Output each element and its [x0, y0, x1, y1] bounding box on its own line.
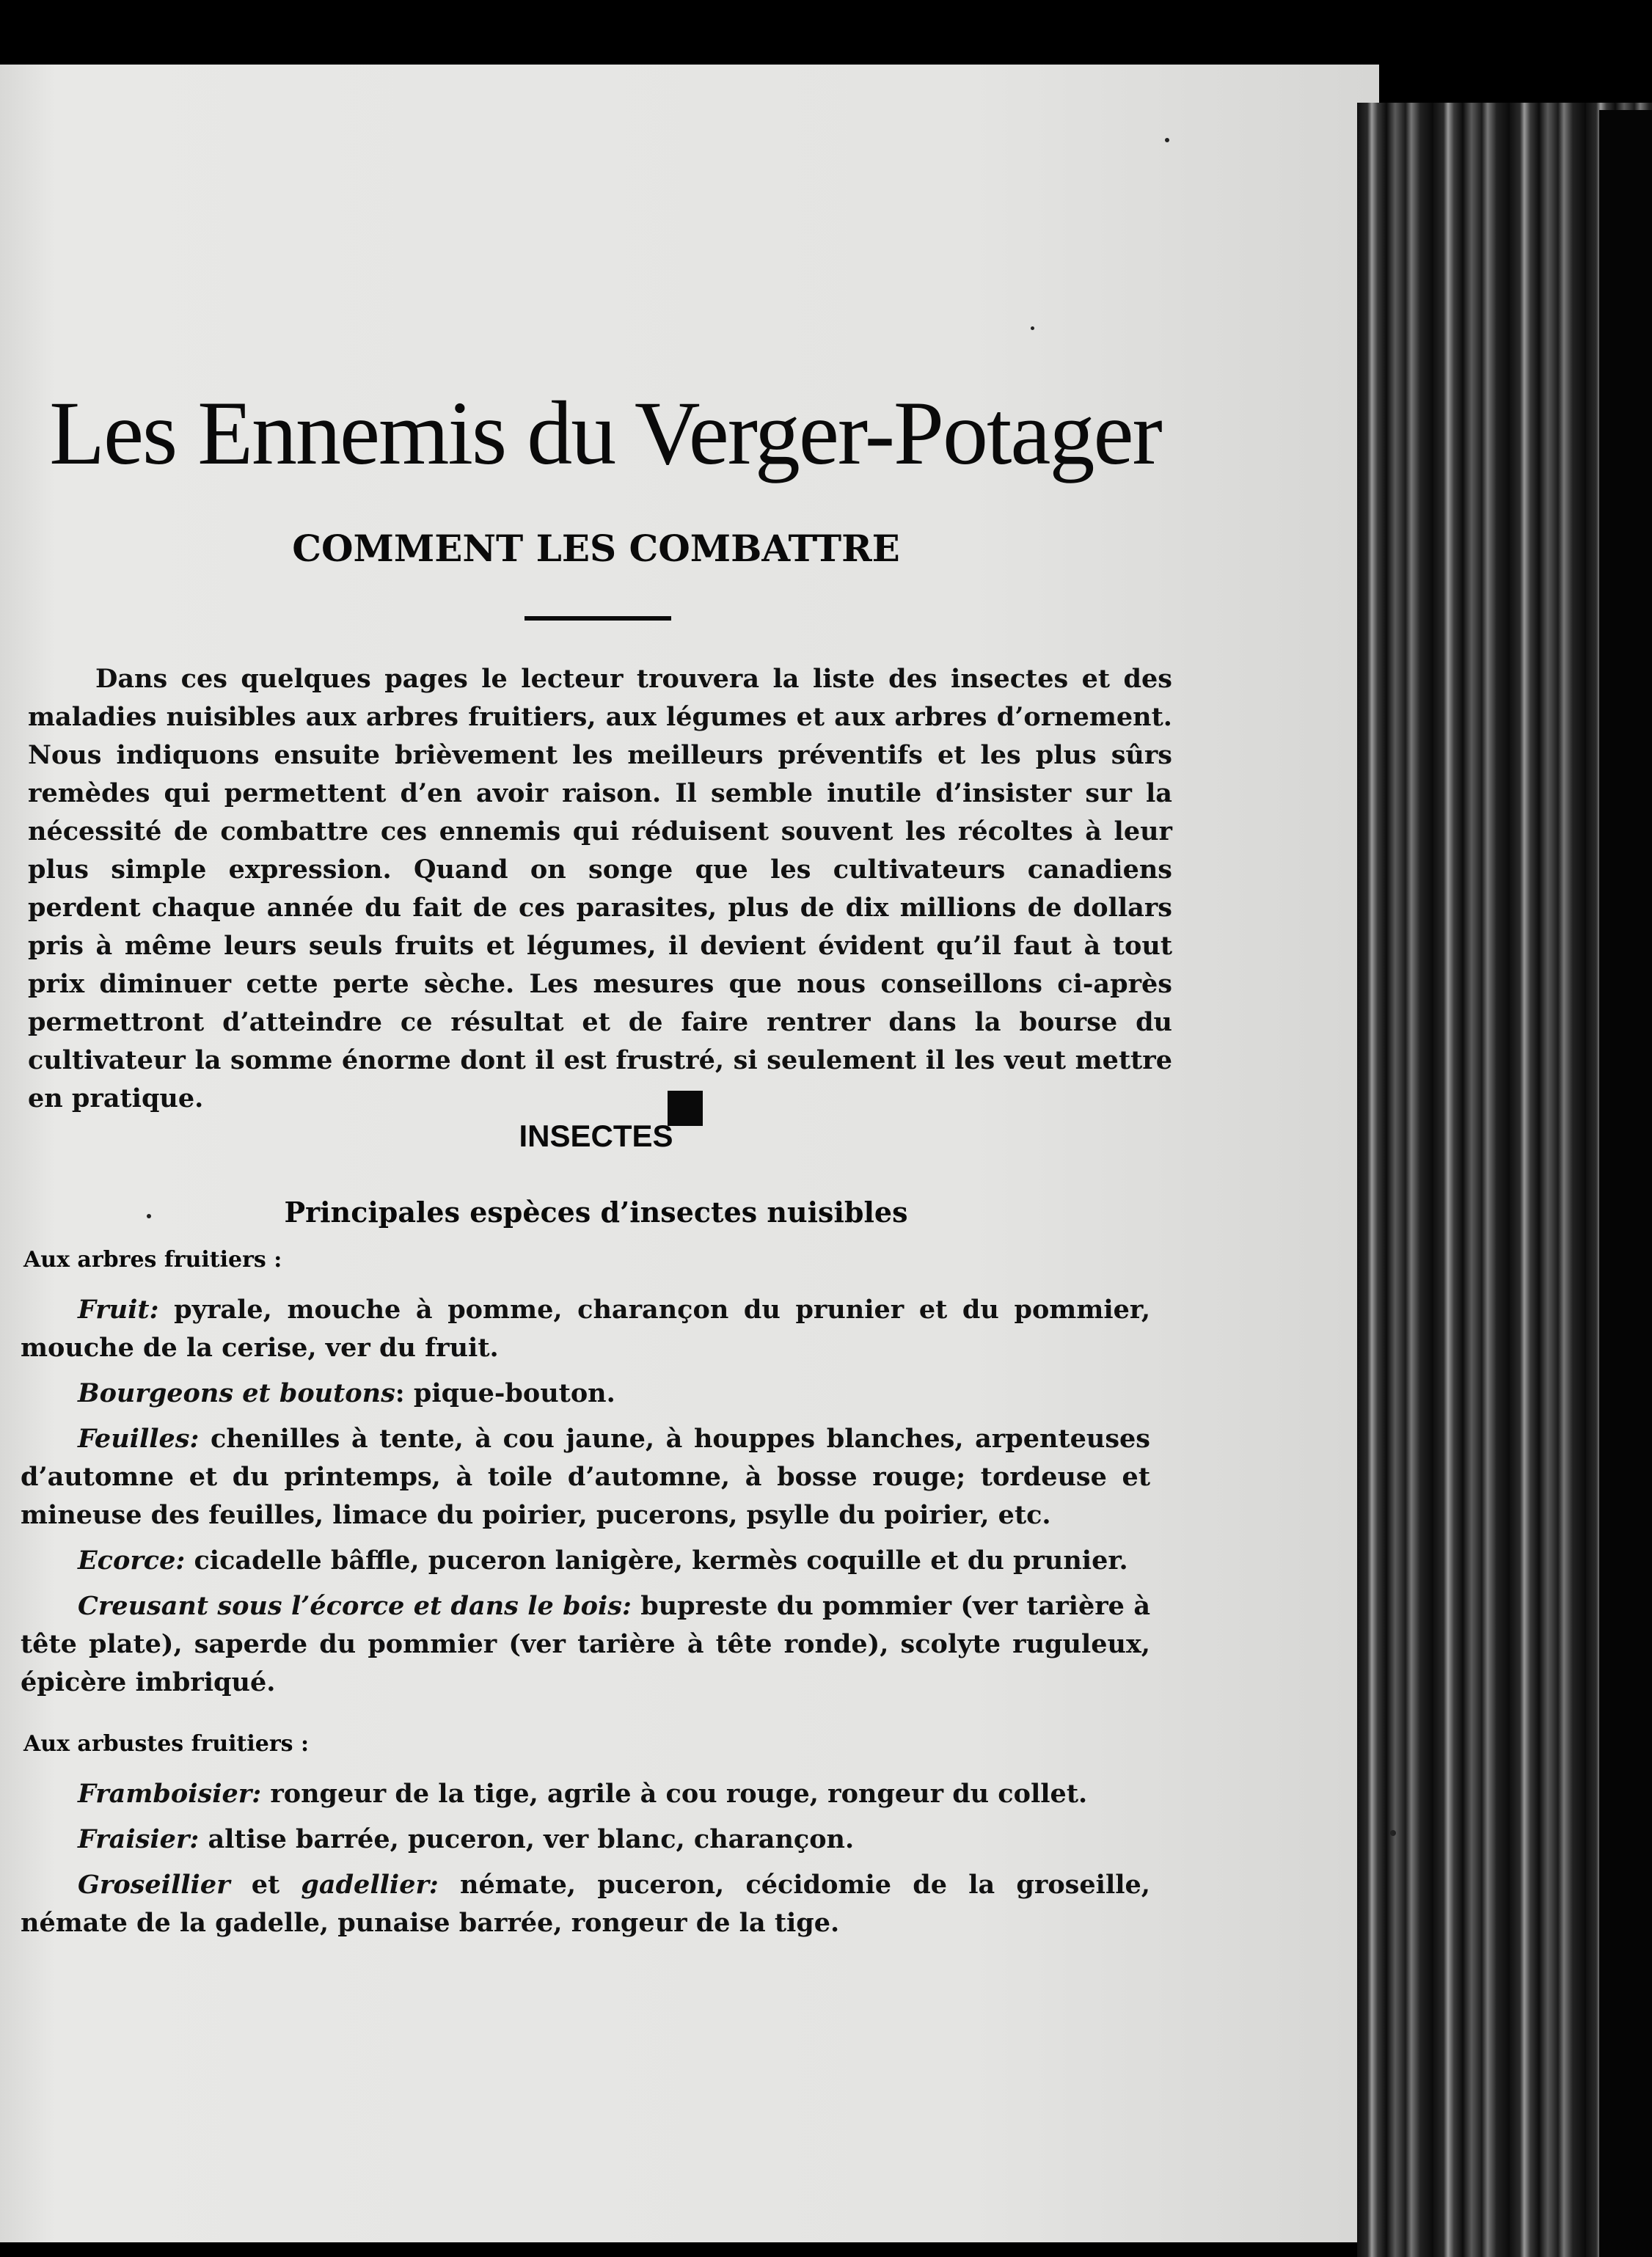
list-item: [21, 1821, 1150, 1859]
entry-term: Groseillier: [78, 1870, 230, 1900]
entry-text: altise barrée, puceron, ver blanc, charançon.: [199, 1824, 855, 1854]
page-subtitle: COMMENT LES COMBATTRE: [292, 527, 900, 570]
scan-speck: [1031, 326, 1034, 330]
list-item: [21, 1291, 1150, 1367]
entry-term: Ecorce:: [78, 1545, 186, 1576]
page-title: Les Ennemis du Verger-Potager: [49, 383, 1161, 483]
entry-mid: et: [230, 1870, 301, 1900]
entry-text: : pique-bouton.: [395, 1378, 615, 1408]
entry-term: Fruit:: [78, 1295, 159, 1325]
arbres-label: Aux arbres fruitiers :: [23, 1247, 282, 1273]
entry-term: Creusant sous l’écorce et dans le bois:: [78, 1591, 632, 1621]
entry-text: cicadelle bâffle, puceron lanigère, kermès coquille et du prunier.: [185, 1545, 1128, 1576]
section-heading: INSECTES: [519, 1119, 673, 1153]
list-item: [21, 1375, 1150, 1413]
entry-text: rongeur de la tige, agrile à cou rouge, rongeur du collet.: [261, 1779, 1088, 1809]
scan-speck: [1165, 138, 1169, 142]
scan-speck: [1390, 1830, 1396, 1836]
intro-text: Dans ces quelques pages le lecteur trouvera la liste des insectes et des maladies nuisibles aux arbres fruitiers, aux légumes et aux arbres d’ornement. Nous indiquons ensuite brièvement les meilleurs préventifs et les plus sûrs remèdes qui permettent d’en avoir raison. Il semble inutile d’insister sur la nécessité de combattre ces ennemis qui réduisent souvent les récoltes à leur plus simple expression. Quand on songe que les cultivateurs canadiens perdent chaque année du fait de ces parasites, plus de dix millions de dollars pris à même leurs seuls fruits et légumes, il devient évident qu’il faut à tout prix diminuer cette perte sèche. Les mesures que nous conseillons ci-après permettront d’atteindre ce résultat et de faire rentrer dans la bourse du cultivateur la somme énorme dont il est frustré, si seulement il les veut mettre en pratique.: [28, 664, 1172, 1113]
list-item: [21, 1420, 1150, 1534]
list-item: [21, 1775, 1150, 1813]
entry-term: Fraisier:: [78, 1824, 200, 1854]
entry-term: gadellier:: [301, 1870, 439, 1900]
entry-text: pyrale, mouche à pomme, charançon du prunier et du pommier, mouche de la cerise, ver du fruit.: [21, 1295, 1150, 1363]
list-item: [21, 1866, 1150, 1942]
list-item: [21, 1542, 1150, 1580]
arbustes-list: [21, 1775, 1150, 1950]
entry-text: bupreste du pommier (ver tarière à tête plate), saperde du pommier (ver tarière à tête ronde), scolyte ruguleux, épicère imbriqué.: [21, 1591, 1150, 1697]
entry-term: Bourgeons et boutons: [78, 1378, 395, 1408]
arbres-list: [21, 1291, 1150, 1709]
arbustes-label: Aux arbustes fruitiers :: [23, 1731, 310, 1757]
title-rule: [525, 616, 671, 621]
entry-term: Framboisier:: [78, 1779, 262, 1809]
entry-text: némate, puceron, cécidomie de la groseille, némate de la gadelle, punaise barrée, rongeur de la tige.: [21, 1870, 1150, 1938]
list-item: [21, 1587, 1150, 1702]
intro-paragraph: [28, 660, 1172, 1118]
scan-border: [1599, 110, 1652, 2257]
entry-term: Feuilles:: [78, 1424, 200, 1454]
scan-speck: [147, 1214, 151, 1218]
section-subheading: Principales espèces d’insectes nuisibles: [284, 1196, 908, 1229]
entry-text: chenilles à tente, à cou jaune, à houppes blanches, arpenteuses d’automne et du printemps, à toile d’automne, à bosse rouge; tordeuse et mineuse des feuilles, limace du poirier, pucerons, psylle du poirier, etc.: [21, 1424, 1150, 1530]
